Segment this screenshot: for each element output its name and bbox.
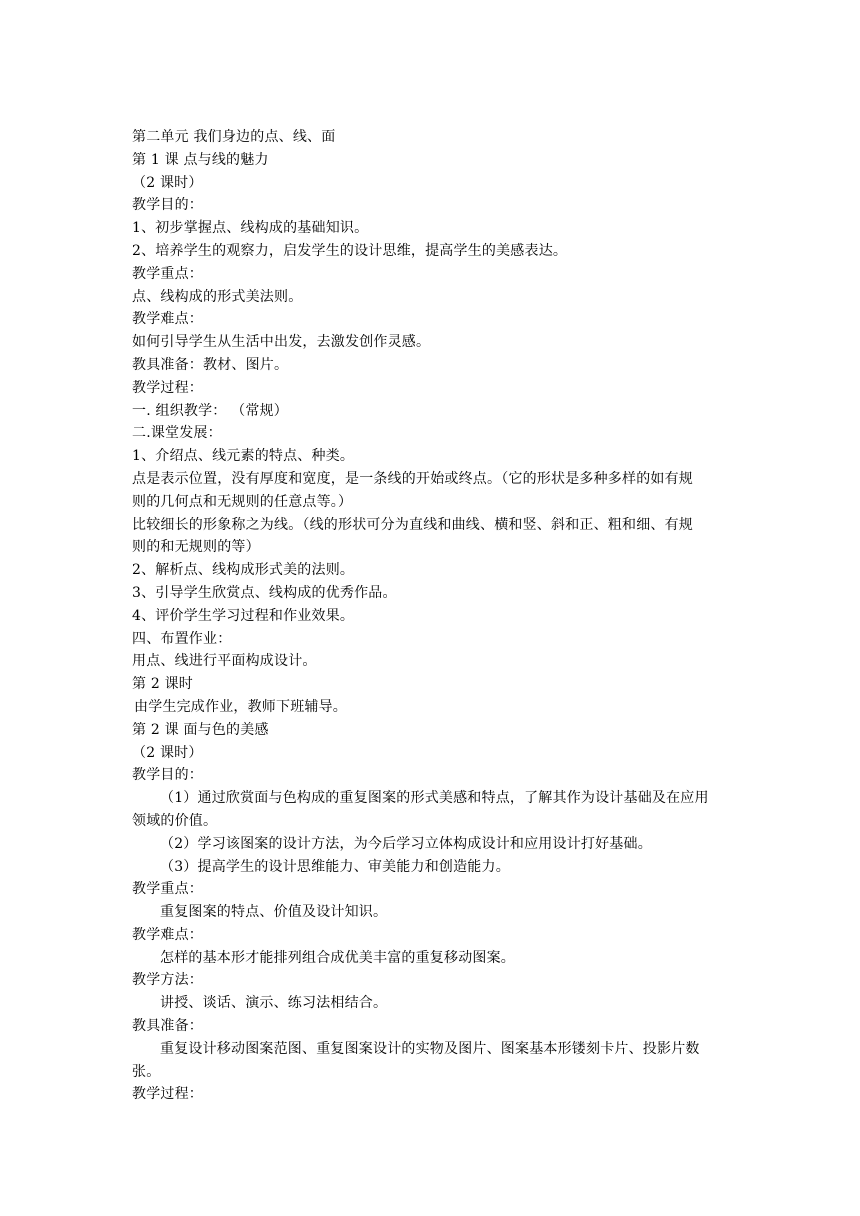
text-line: 四、布置作业：: [132, 630, 232, 647]
text-line: （2 课时）: [132, 744, 203, 761]
text-line: 点是表示位置，没有厚度和宽度，是一条线的开始或终点。（它的形状是多种多样的如有规: [132, 470, 693, 487]
text-line: 2、解析点、线构成形式美的法则。: [132, 562, 355, 579]
text-line: 重复设计移动图案范图、重复图案设计的实物及图片、图案基本形镂刻卡片、投影片数: [160, 1040, 700, 1057]
text-line: （2 课时）: [132, 174, 203, 191]
text-line: 如何引导学生从生活中出发，去激发创作灵感。: [132, 334, 431, 351]
text-line: 教学方法：: [132, 972, 203, 989]
text-line: 第 2 课 面与色的美感: [132, 721, 269, 738]
text-line: 则的几何点和无规则的任意点等。）: [132, 493, 353, 510]
text-line: 2、培养学生的观察力，启发学生的设计思维，提高学生的美感表达。: [132, 242, 568, 259]
text-line: 由学生完成作业，教师下班辅导。: [134, 698, 347, 715]
text-line: 教学过程：: [132, 379, 203, 396]
document-body: [132, 126, 732, 1106]
text-line: 1、初步掌握点、线构成的基础知识。: [132, 220, 369, 237]
text-line: （2）学习该图案的设计方法，为今后学习立体构成设计和应用设计打好基础。: [160, 835, 652, 852]
text-line: 第二单元 我们身边的点、线、面: [132, 129, 336, 145]
text-line: 怎样的基本形才能排列组合成优美丰富的重复移动图案。: [160, 949, 515, 966]
text-line: 教学目的：: [132, 767, 203, 784]
text-line: 则的和无规则的等）: [132, 539, 260, 556]
text-line: 重复图案的特点、价值及设计知识。: [160, 904, 388, 921]
text-line: 教学难点：: [132, 926, 203, 943]
text-line: 教具准备：教材、图片。: [132, 356, 289, 373]
text-line: 教学目的：: [132, 197, 203, 214]
text-line: （3）提高学生的设计思维能力、审美能力和创造能力。: [160, 858, 510, 875]
text-line: 比较细长的形象称之为线。（线的形状可分为直线和曲线、横和竖、斜和正、粗和细、有规: [132, 516, 693, 533]
text-line: 1、介绍点、线元素的特点、种类。: [132, 448, 355, 465]
text-line: 教学重点：: [132, 265, 203, 282]
text-line: 教学难点：: [132, 311, 203, 328]
text-line: 张。: [132, 1063, 161, 1080]
text-line: 第 2 课时: [132, 676, 194, 693]
text-line: 用点、线进行平面构成设计。: [132, 653, 317, 670]
text-line: 4、评价学生学习过程和作业效果。: [132, 607, 355, 624]
text-line: 教学过程：: [132, 1086, 203, 1103]
text-line: 一. 组织教学： （常规）: [132, 402, 288, 419]
text-line: 教学重点：: [132, 881, 203, 898]
text-line: 3、引导学生欣赏点、线构成的优秀作品。: [132, 584, 397, 601]
text-line: 二.课堂发展：: [132, 425, 222, 442]
text-line: 第 1 课 点与线的魅力: [132, 151, 269, 168]
text-line: 领域的价值。: [132, 812, 218, 829]
text-line: 教具准备：: [132, 1018, 203, 1035]
text-line: 点、线构成的形式美法则。: [132, 288, 303, 305]
text-line: （1）通过欣赏面与色构成的重复图案的形式美感和特点，了解其作为设计基础及在应用: [160, 790, 709, 807]
text-line: 讲授、谈话、演示、练习法相结合。: [160, 995, 388, 1012]
